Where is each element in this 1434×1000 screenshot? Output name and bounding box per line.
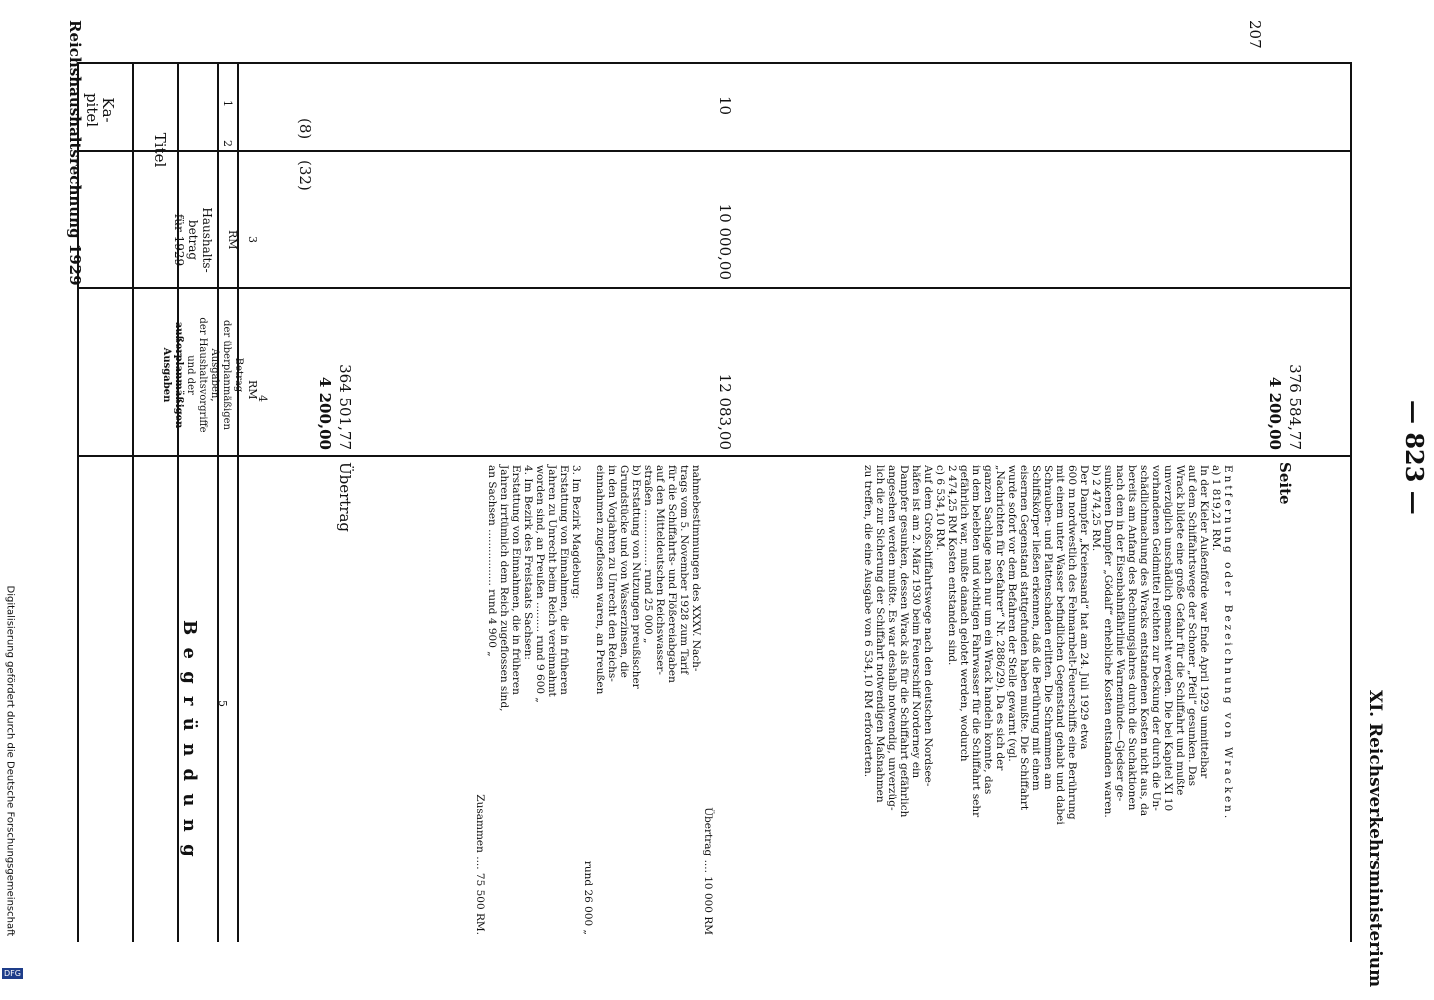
col4-header: Betrag der überplanmäßigen Ausgaben, der Haushaltsvorgriffe und der außerplanmäßigen Ausgaben bbox=[161, 317, 244, 433]
header-bottom-line bbox=[237, 62, 239, 942]
col-divider-3 bbox=[77, 287, 1352, 289]
sum-1: 376 584,77 bbox=[1286, 364, 1304, 450]
titel-a: (32) bbox=[296, 160, 314, 191]
footer-page: 207 bbox=[1246, 20, 1264, 49]
col2-number: 2 bbox=[221, 140, 234, 147]
sum-2: 4 200,00 bbox=[1266, 376, 1284, 450]
col-divider-1 bbox=[77, 62, 1352, 64]
wracks-text: Entfernung oder Bezeichnung von Wracken. a) 1 819,21 RM. In der Kieler Außenförde war Ende April 1929 unmittelbar auf dem Schiffahrtswege der Schoner „Pfeil“ gesunken. Das Wrack bildete eine große Gefahr für die Schiffahrt und mußte unverzüglich unschädlich gemacht werden. Die bei Kapitel XI 10 vorhandenen Geldmittel reichten zur Deckung der durch die Un- schädlichmachung des Wracks entstandenen Kosten nicht aus, da bereits am Anfang des Rechnungsjahres durch die Suchaktionen nach dem in der Eisenbahnfährlinie Warnemünde—Gjedser ge- sunkenen Dampfer „Gödalf“ erhebliche Kosten entstanden waren. b) 2 474,25 RM. Der Dampfer „Kreiensand“ hat am 24. Juli 1929 etwa 600 m nordwestlich des Fehmarnbelt-Feuerschiffs eine Berührung mit einem unter Wasser befindlichen Gegenstand gehabt und dabei Schrauben- und Plattenschaden erlitten. Die Schrammen am Schiffskörper ließen erkennen, daß die Berührung mit einem eisernen Gegenstand stattgefunden haben mußte. Die Schiffahrt wurde sofort vor dem Befahren der Stelle gewarnt (vgl. „Nachrichten für Seefahrer“ Nr. 2886/29). Da es sich der ganzen Sachlage nach nur um ein Wrack handeln konnte, das in dem belebten und wichtigen Fahrwasser für die Schiffahrt sehr gefährlich war, mußte danach gelotet werden, wodurch 2 474,25 RM Kosten entstanden sind. c) 6 534,10 RM. Auf dem Großschiffahrtswege nach den deutschen Nordsee- häfen ist am 2. März 1930 beim Feuerschiff Norderney ein Dampfer gesunken, dessen Wrack als für die Schiffahrt gefährlich angesehen werden mußte. Es war deshalb notwendig, unverzüg- lich die zur Sicherung der Schiffahrt notwendigen Maßnahmen zu treffen, die eine Ausgabe von 6 534,10 RM erforderten. bbox=[862, 465, 1234, 825]
col3-header: Haushalts- betrag für 1929 bbox=[172, 207, 214, 273]
col1-number: 1 bbox=[221, 100, 234, 107]
uebertrag-label: Übertrag bbox=[336, 462, 354, 533]
footer-title: Reichshaushaltsrechnung 1929 bbox=[66, 20, 84, 286]
dfg-logo: DFG bbox=[4, 969, 21, 978]
col2-header: Titel bbox=[151, 132, 169, 168]
haushalt-b: 10 000,00 bbox=[716, 203, 734, 280]
dfg-margin-note: Digitalisierung gefördert durch die Deutsche Forschungsgemeinschaft bbox=[4, 585, 16, 937]
betrag-a2: 4 200,00 bbox=[316, 376, 334, 450]
kapitel-a: (8) bbox=[296, 118, 314, 140]
col4-number: 4 bbox=[256, 395, 269, 402]
begruendung-text: Übertrag .... 10 000 RM nahmebestimmungen des XXXV. Nach- trags vom 5. November 1928 zum Tarif für die Schiffahrts- und Flößereiabgaben auf den Mitteldeutschen Reichswasser- straßen ................. rund 25 000 „ b) Erstattung von Nutzungen preußischer Grundstücke und von Wasserzinsen, die in den Vorjahren zu Unrecht den Reichs- einnahmen zugeflossen waren, an Preußen rund 26 000 „ 3. Im Bezirk Magdeburg: Erstattung von Einnahmen, die in früheren Jahren zu Unrecht beim Reich vereinnahmt worden sind, an Preußen ......... rund 9 600 „ 4. Im Bezirk des Freistaats Sachsen: Erstattung von Einnahmen, die in früheren Jahren irrtümlich dem Reich zugeflossen sind, an Sachsen ................. rund 4 900 „ Zusammen .... 75 500 RM. bbox=[474, 465, 714, 935]
ministry-heading: XI. Reichsverkehrsministerium bbox=[1365, 690, 1385, 988]
kapitel-b: 10 bbox=[716, 96, 734, 116]
col5-header: B e g r ü n d u n g bbox=[179, 620, 200, 860]
row-divider-1 bbox=[132, 62, 134, 942]
col3-unit: RM bbox=[226, 230, 239, 250]
col4-unit: RM bbox=[246, 380, 259, 400]
page-number: — 823 — bbox=[1400, 400, 1429, 515]
header-num-line bbox=[217, 62, 219, 942]
col3-number: 3 bbox=[246, 236, 259, 243]
betrag-a1: 364 501,77 bbox=[336, 364, 354, 450]
col1-header: Ka- pitel bbox=[83, 92, 117, 128]
col5-number: 5 bbox=[216, 700, 229, 707]
table-top-line bbox=[1350, 62, 1352, 942]
col-divider-2 bbox=[77, 150, 1352, 152]
col-divider-4 bbox=[77, 455, 1352, 457]
betrag-b: 12 083,00 bbox=[716, 373, 734, 450]
seite-label: Seite bbox=[1276, 462, 1294, 505]
